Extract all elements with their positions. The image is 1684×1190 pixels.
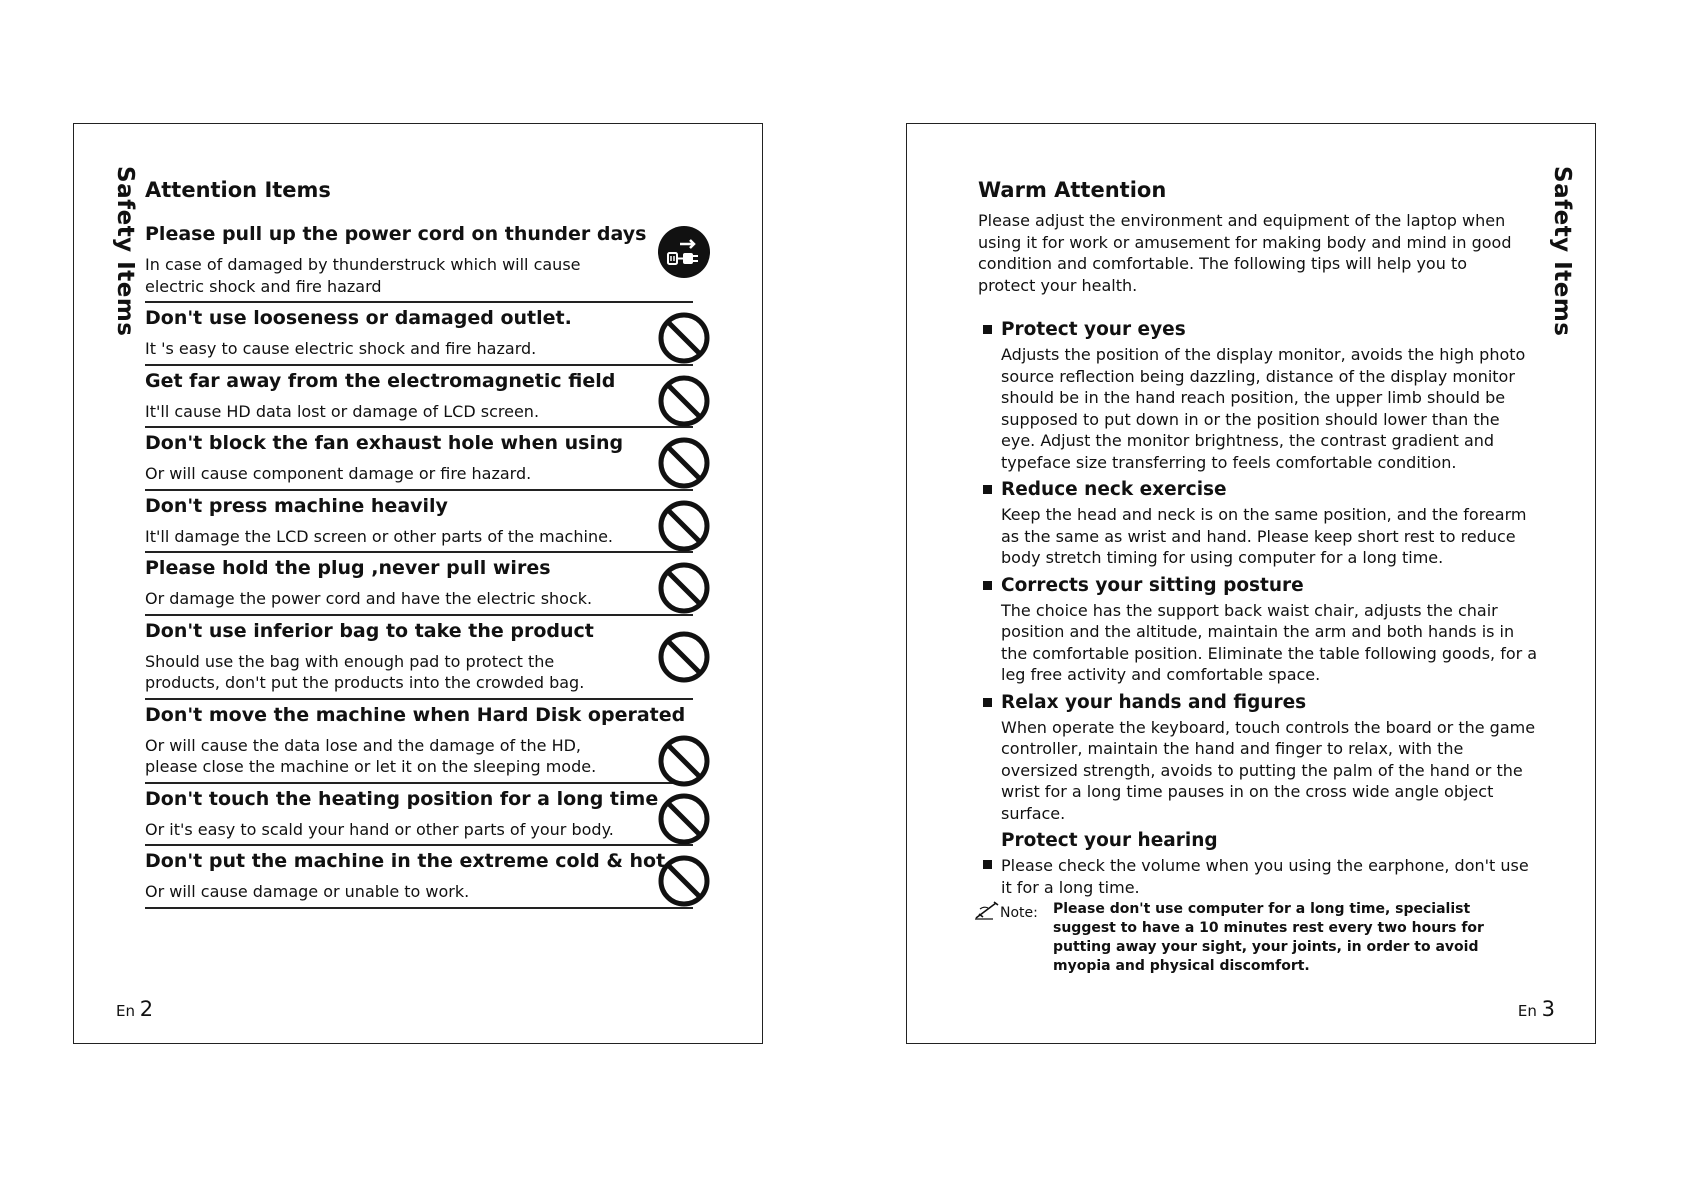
- side-tab: Safety Items: [112, 166, 138, 337]
- page-number-value: 2: [139, 997, 154, 1021]
- attention-item: [145, 786, 693, 847]
- item-title: Get far away from the electromagnetic field: [145, 369, 616, 392]
- prohibited-icon: [657, 311, 711, 365]
- attention-item: [145, 555, 693, 616]
- attention-item: [145, 848, 693, 909]
- tip-title: Relax your hands and figures: [1001, 691, 1307, 713]
- page-number-value: 3: [1541, 997, 1555, 1021]
- prohibited-icon: [657, 374, 711, 428]
- item-desc: Or will cause damage or unable to work.: [145, 882, 470, 901]
- item-desc: Should use the bag with enough pad to protect the products, don't put the products into the crowded bag.: [145, 651, 585, 692]
- bullet-icon: [983, 698, 992, 707]
- item-title: Please hold the plug ,never pull wires: [145, 557, 551, 579]
- prohibited-icon: [657, 854, 711, 908]
- side-tab: Safety Items: [1549, 166, 1575, 337]
- tip-item: [978, 477, 1538, 569]
- item-title: Don't put the machine in the extreme cold & hot: [145, 850, 666, 872]
- section-title: Warm Attention: [978, 178, 1167, 202]
- item-desc: It 's easy to cause electric shock and fire hazard.: [145, 339, 537, 358]
- prohibited-icon: [657, 436, 711, 490]
- item-title: Don't use looseness or damaged outlet.: [145, 307, 572, 329]
- tip-text: The choice has the support back waist chair, adjusts the chair position and the altitude, maintain the arm and both hands is in the comfortable position. Eliminate the table following goods, for a leg free activity and comfortable space.: [1001, 600, 1538, 684]
- item-title: Don't touch the heating position for a long time: [145, 787, 659, 810]
- item-desc: Or will cause the data lose and the damage of the HD, please close the machine or let it on the sleeping mode.: [145, 735, 597, 776]
- item-desc: It'll cause HD data lost or damage of LCD screen.: [145, 401, 540, 421]
- item-title: Don't block the fan exhaust hole when using: [145, 432, 624, 454]
- item-title: Don't move the machine when Hard Disk operated: [145, 703, 686, 726]
- tip-title: Protect your eyes: [1001, 319, 1186, 340]
- page-number: [116, 997, 153, 1021]
- tip-item: [978, 690, 1538, 825]
- item-desc: It'll damage the LCD screen or other parts of the machine.: [145, 526, 614, 546]
- note-label: Note:: [1000, 905, 1038, 921]
- tip-text: Please check the volume when you using the earphone, don't use it for a long time.: [1001, 856, 1529, 897]
- bullet-icon: [983, 325, 992, 334]
- prohibited-icon: [657, 630, 711, 684]
- bullet-icon: [983, 485, 992, 494]
- section-title: Attention Items: [145, 178, 331, 202]
- page-prefix: En: [1517, 1002, 1537, 1020]
- right-page: [906, 123, 1596, 1044]
- prohibited-icon: [657, 734, 711, 788]
- attention-item: [145, 221, 693, 303]
- tip-item: [978, 573, 1538, 686]
- note-text: Please don't use computer for a long time, specialist suggest to have a 10 minutes rest every two hours for putting away your sight, your joints, in order to avoid myopia and physical discomfort.: [1053, 901, 1484, 974]
- attention-item: [145, 430, 693, 491]
- pen-note-icon: [974, 900, 1000, 920]
- item-desc: In case of damaged by thunderstruck which will cause electric shock and fire hazard: [145, 255, 581, 296]
- attention-item: [145, 368, 693, 429]
- attention-items-list: [145, 219, 765, 909]
- tip-item: [978, 828, 1538, 898]
- page-number: [1518, 997, 1555, 1021]
- prohibited-icon: [657, 499, 711, 553]
- item-desc: Or it's easy to scald your hand or other parts of your body.: [145, 819, 614, 839]
- tip-text: When operate the keyboard, touch controls the board or the game controller, maintain the hand and finger to relax, with the oversized strength, avoids to putting the palm of the hand or the wrist for a long time pauses in on the cross wide angle object surface.: [1001, 717, 1536, 823]
- bullet-icon: [983, 860, 992, 869]
- tip-text: Keep the head and neck is on the same position, and the forearm as the same as wrist and hand. Please keep short rest to reduce body stretch timing for using computer for a long time.: [1001, 505, 1527, 567]
- tip-item: [978, 317, 1538, 473]
- tip-title: Corrects your sitting posture: [1001, 574, 1304, 596]
- attention-item: [145, 702, 693, 784]
- item-desc: Or damage the power cord and have the electric shock.: [145, 589, 593, 608]
- item-title: Don't press machine heavily: [145, 494, 448, 517]
- left-page: [73, 123, 763, 1044]
- prohibited-icon: [657, 561, 711, 615]
- note-label-group: [974, 900, 1038, 923]
- unplug-icon: [657, 225, 711, 279]
- page-prefix: En: [116, 1002, 135, 1020]
- bullet-icon: [983, 581, 992, 590]
- attention-item: [145, 618, 693, 700]
- item-title: Don't use inferior bag to take the product: [145, 619, 594, 642]
- attention-item: [145, 493, 693, 554]
- item-desc: Or will cause component damage or fire hazard.: [145, 464, 532, 483]
- tip-title: Reduce neck exercise: [1001, 479, 1227, 500]
- note: [974, 900, 1534, 976]
- health-tips-list: [978, 317, 1538, 902]
- tip-title: Protect your hearing: [1001, 830, 1218, 851]
- prohibited-icon: [657, 792, 711, 846]
- item-title: Please pull up the power cord on thunder days: [145, 223, 647, 245]
- tip-text: Adjusts the position of the display monitor, avoids the high photo source reflection being dazzling, distance of the display monitor should be in the hand reach position, the upper limb should be supposed to put down in or the position should lower than the eye. Adjust the monitor brightness, the contrast gradient and typeface size transferring to feels comfortable condition.: [1001, 345, 1526, 472]
- intro-paragraph: Please adjust the environment and equipment of the laptop when using it for work or amusement for making body and mind in good condition and comfortable. The following tips will help you to protect your health.: [978, 211, 1512, 295]
- attention-item: [145, 305, 693, 366]
